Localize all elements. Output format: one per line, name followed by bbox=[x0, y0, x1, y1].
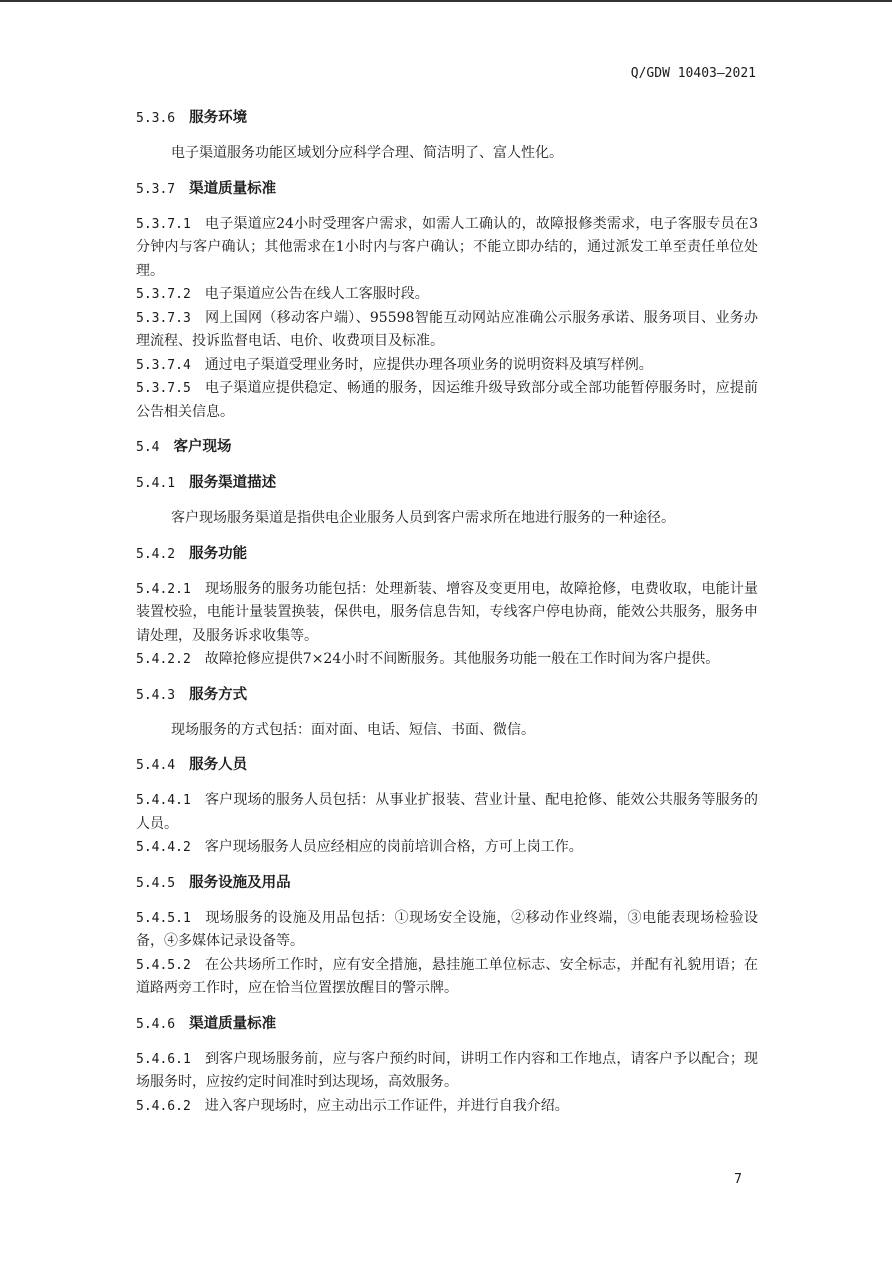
clause-text: 电子渠道应24小时受理客户需求，如需人工确认的，故障报修类需求，电子客服专员在3分钟内与客户确认；其他需求在1小时内与客户确认；不能立即办结的，通过派发工单至责任单位处理。 bbox=[136, 215, 758, 279]
clause-item bbox=[136, 648, 758, 672]
section-heading bbox=[136, 1012, 758, 1037]
clause-number: 5.3.7.4 bbox=[136, 357, 191, 373]
clause-number: 5.4.6.2 bbox=[136, 1098, 191, 1114]
clause-number: 5.4.4.1 bbox=[136, 793, 191, 808]
clause-number: 5.3.7.3 bbox=[136, 310, 191, 326]
section-number: 5.4.6 bbox=[136, 1016, 176, 1032]
clause-item bbox=[136, 1095, 758, 1119]
section-number: 5.4.4 bbox=[136, 758, 176, 773]
section-number: 5.4 bbox=[136, 440, 160, 455]
clause-text: 客户现场的服务人员包括：从事业扩报装、营业计量、配电抢修、能效公共服务等服务的人员。 bbox=[136, 792, 758, 832]
clause-number: 5.3.7.1 bbox=[136, 216, 191, 232]
section-title: 服务设施及用品 bbox=[189, 873, 291, 891]
section-title: 渠道质量标准 bbox=[189, 1014, 277, 1032]
section-title: 渠道质量标准 bbox=[189, 179, 277, 197]
clause-text: 客户现场服务人员应经相应的岗前培训合格，方可上岗工作。 bbox=[204, 839, 583, 855]
section-heading bbox=[136, 106, 758, 131]
clause-item bbox=[136, 789, 758, 836]
clause-text: 网上国网（移动客户端）、95598智能互动网站应准确公示服务承诺、服务项目、业务办理流程、投诉监督电话、电价、收费项目及标准。 bbox=[136, 309, 758, 349]
section-number: 5.4.5 bbox=[136, 875, 176, 891]
clause-text: 到客户现场服务前，应与客户预约时间，讲明工作内容和工作地点，请客户予以配合；现场服务时，应按约定时间准时到达现场，高效服务。 bbox=[136, 1050, 758, 1090]
section-title: 服务人员 bbox=[189, 756, 248, 773]
clause-text: 现场服务的服务功能包括：处理新装、增容及变更用电，故障抢修，电费收取，电能计量装置校验，电能计量装置换装，保供电，服务信息告知，专线客户停电协商，能效公共服务，服务申请处理，及服务诉求收集等。 bbox=[136, 580, 758, 644]
clause-number: 5.4.6.1 bbox=[136, 1051, 191, 1067]
clause-number: 5.4.2.2 bbox=[136, 652, 191, 667]
page-number: 7 bbox=[734, 1172, 742, 1187]
section-heading bbox=[136, 683, 758, 708]
clause-text: 故障抢修应提供7×24小时不间断服务。其他服务功能一般在工作时间为客户提供。 bbox=[204, 651, 720, 667]
section-title: 服务环境 bbox=[189, 109, 248, 126]
clause-item bbox=[136, 354, 758, 378]
section-title: 服务渠道描述 bbox=[189, 474, 277, 491]
section-heading bbox=[136, 753, 758, 778]
document-code: Q/GDW 10403—2021 bbox=[630, 66, 756, 81]
clause-item bbox=[136, 578, 758, 649]
section-heading bbox=[136, 871, 758, 896]
paragraph: 现场服务的方式包括：面对面、电话、短信、书面、微信。 bbox=[171, 721, 535, 738]
clause-text: 电子渠道应公告在线人工客服时段。 bbox=[204, 286, 429, 302]
clause-text: 在公共场所工作时，应有安全措施，悬挂施工单位标志、安全标志，并配有礼貌用语；在道路两旁工作时，应在恰当位置摆放醒目的警示牌。 bbox=[136, 956, 758, 996]
clause-text: 进入客户现场时，应主动出示工作证件，并进行自我介绍。 bbox=[204, 1097, 569, 1114]
clause-item bbox=[136, 213, 758, 284]
section-number: 5.4.1 bbox=[136, 476, 176, 491]
clause-item bbox=[136, 836, 758, 860]
clause-text: 电子渠道应提供稳定、畅通的服务，因运维升级导致部分或全部功能暂停服务时，应提前公告相关信息。 bbox=[136, 380, 758, 420]
clause-item bbox=[136, 377, 758, 424]
clause-item bbox=[136, 307, 758, 354]
clause-number: 5.3.7.5 bbox=[136, 381, 191, 396]
clause-item bbox=[136, 907, 758, 954]
top-border-line bbox=[0, 0, 892, 2]
section-title: 服务方式 bbox=[189, 685, 248, 703]
section-title: 客户现场 bbox=[173, 438, 232, 455]
section-title: 服务功能 bbox=[189, 544, 248, 562]
paragraph: 客户现场服务渠道是指供电企业服务人员到客户需求所在地进行服务的一种途径。 bbox=[171, 510, 675, 526]
paragraph: 电子渠道服务功能区域划分应科学合理、简洁明了、富人性化。 bbox=[171, 145, 563, 161]
section-heading bbox=[136, 542, 758, 567]
clause-number: 5.4.2.1 bbox=[136, 581, 191, 597]
clause-number: 5.4.5.1 bbox=[136, 910, 191, 926]
document-body bbox=[136, 106, 758, 1129]
section-number: 5.3.6 bbox=[136, 111, 176, 126]
clause-number: 5.3.7.2 bbox=[136, 287, 191, 302]
clause-text: 通过电子渠道受理业务时，应提供办理各项业务的说明资料及填写样例。 bbox=[204, 356, 653, 373]
section-number: 5.4.2 bbox=[136, 546, 176, 562]
clause-item bbox=[136, 283, 758, 307]
clause-text: 现场服务的设施及用品包括：①现场安全设施，②移动作业终端，③电能表现场检验设备，④多媒体记录设备等。 bbox=[136, 909, 758, 949]
section-heading bbox=[136, 177, 758, 202]
clause-item bbox=[136, 1048, 758, 1095]
clause-number: 5.4.5.2 bbox=[136, 957, 191, 973]
section-number: 5.4.3 bbox=[136, 687, 176, 703]
section-number: 5.3.7 bbox=[136, 181, 176, 197]
section-heading bbox=[136, 435, 758, 460]
clause-number: 5.4.4.2 bbox=[136, 840, 191, 855]
section-heading bbox=[136, 471, 758, 496]
clause-item bbox=[136, 954, 758, 1001]
